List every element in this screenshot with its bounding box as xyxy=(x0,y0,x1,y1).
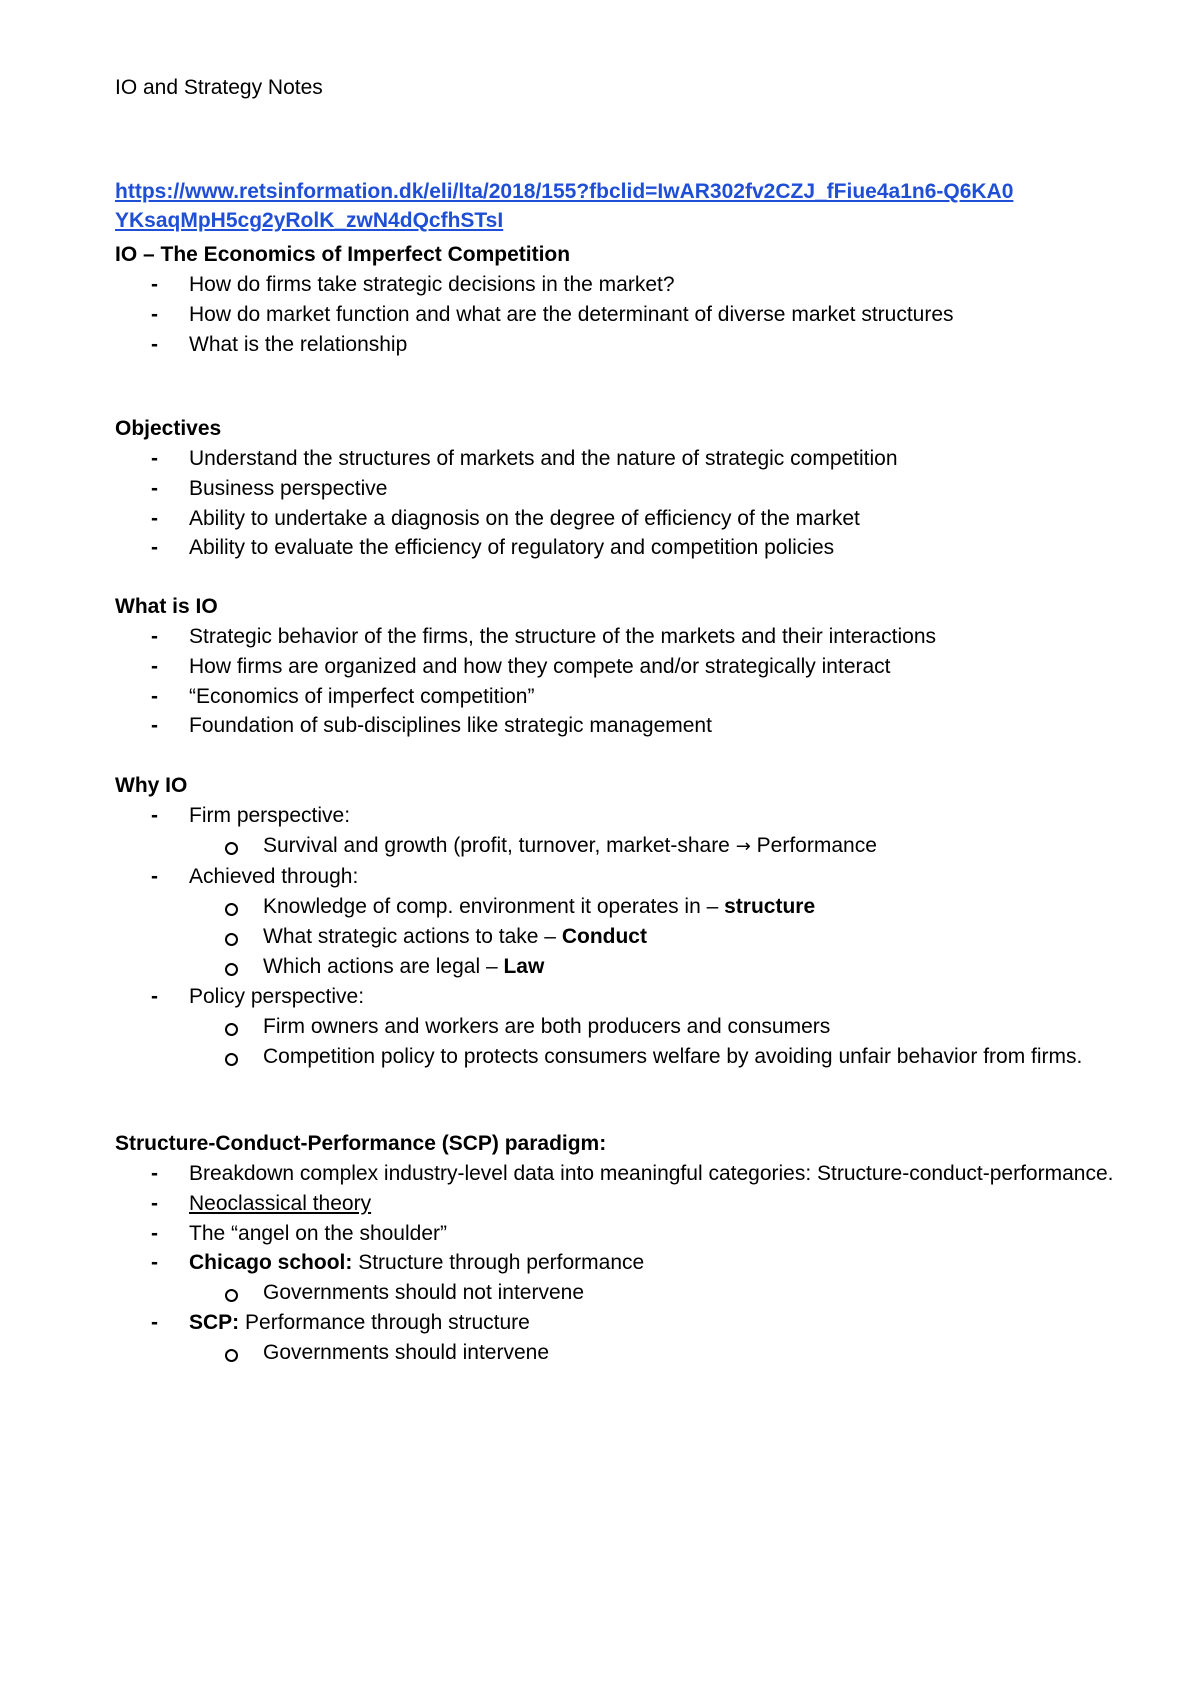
dash-bullet-icon: - xyxy=(151,714,158,738)
list-item: - Strategic behavior of the firms, the structure of the markets and their interactions xyxy=(115,622,1115,652)
section-heading: Why IO xyxy=(115,774,188,797)
list-item: - Ability to evaluate the efficiency of regulatory and competition policies xyxy=(115,533,1115,563)
section-heading: Objectives xyxy=(115,417,222,440)
dash-bullet-icon: - xyxy=(151,804,158,827)
list-item: - Firm perspective: Survival and growth (profit, turnover, market-share → Performance xyxy=(115,801,1115,862)
dash-bullet-icon: - xyxy=(151,506,158,530)
circle-bullet-icon xyxy=(225,842,238,855)
section-heading: Structure-Conduct-Performance (SCP) paradigm: xyxy=(115,1132,607,1155)
dash-bullet-icon: - xyxy=(151,536,158,560)
circle-bullet-icon xyxy=(225,1349,238,1362)
dash-bullet-icon: - xyxy=(151,332,158,356)
list-item: - The “angel on the shoulder” xyxy=(115,1219,1115,1249)
dash-bullet-icon: - xyxy=(151,654,158,678)
circle-bullet-icon xyxy=(225,903,238,916)
dash-bullet-icon: - xyxy=(151,447,158,470)
sub-list-item: Survival and growth (profit, turnover, market-share → Performance xyxy=(189,831,1115,862)
dash-bullet-icon: - xyxy=(151,302,158,326)
dash-bullet-icon: - xyxy=(151,1162,158,1185)
section-why-io xyxy=(115,771,1115,1073)
sub-list-item: What strategic actions to take – Conduct xyxy=(189,922,1115,952)
section-heading: IO – The Economics of Imperfect Competition xyxy=(115,243,571,266)
dash-bullet-icon: - xyxy=(151,625,158,648)
dash-bullet-icon: - xyxy=(151,273,158,296)
dash-bullet-icon: - xyxy=(151,684,158,708)
list-item: - How do firms take strategic decisions in the market? xyxy=(115,270,1115,300)
section-scp-paradigm xyxy=(115,1129,1115,1368)
circle-bullet-icon xyxy=(225,1023,238,1036)
list-item: - What is the relationship xyxy=(115,330,1115,360)
sub-list-item: Competition policy to protects consumers welfare by avoiding unfair behavior from firms. xyxy=(189,1042,1115,1072)
document-title: IO and Strategy Notes xyxy=(115,76,323,99)
dash-bullet-icon: - xyxy=(151,985,158,1009)
section-objectives xyxy=(115,414,1115,563)
retsinformation-link[interactable]: https://www.retsinformation.dk/eli/lta/2018/155?fbclid=IwAR302fv2CZJ_fFiue4a1n6-Q6KA0YKsaqMpH5cg2yRolK_zwN4dQcfhSTsI xyxy=(115,180,1014,232)
section-io-economics xyxy=(115,240,1115,359)
circle-bullet-icon xyxy=(225,963,238,976)
list-item: - Foundation of sub-disciplines like strategic management xyxy=(115,711,1115,741)
list-item: - “Economics of imperfect competition” xyxy=(115,682,1115,712)
list-item: - Policy perspective: Firm owners and workers are both producers and consumers Competition policy to protects consumers welfare by avoiding unfair behavior from firms. xyxy=(115,982,1115,1072)
dash-bullet-icon: - xyxy=(151,476,158,500)
section-what-is-io xyxy=(115,592,1115,741)
section-heading: What is IO xyxy=(115,595,218,618)
sub-list-item: Firm owners and workers are both producers and consumers xyxy=(189,1012,1115,1042)
circle-bullet-icon xyxy=(225,1289,238,1302)
dash-bullet-icon: - xyxy=(151,1251,158,1275)
list-item: - How firms are organized and how they compete and/or strategically interact xyxy=(115,652,1115,682)
sub-list-item: Knowledge of comp. environment it operates in – structure xyxy=(189,892,1115,922)
arrow-right-icon: → xyxy=(735,835,751,857)
list-item: - Chicago school: Structure through performance Governments should not intervene xyxy=(115,1248,1115,1308)
sub-list-item: Governments should intervene xyxy=(189,1338,1115,1368)
circle-bullet-icon xyxy=(225,933,238,946)
list-item: - Breakdown complex industry-level data into meaningful categories: Structure-conduct-performance. xyxy=(115,1159,1115,1189)
sub-list-item: Governments should not intervene xyxy=(189,1278,1115,1308)
list-item: - Business perspective xyxy=(115,474,1115,504)
dash-bullet-icon: - xyxy=(151,1191,158,1215)
dash-bullet-icon: - xyxy=(151,1221,158,1245)
list-item: - Achieved through: Knowledge of comp. environment it operates in – structure What strategic actions to take – Conduct Which actions are legal – Law xyxy=(115,862,1115,982)
dash-bullet-icon: - xyxy=(151,865,158,888)
list-item: - SCP: Performance through structure Governments should intervene xyxy=(115,1308,1115,1368)
dash-bullet-icon: - xyxy=(151,1311,158,1335)
list-item: - How do market function and what are the determinant of diverse market structures xyxy=(115,300,1115,330)
sub-list-item: Which actions are legal – Law xyxy=(189,952,1115,982)
list-item: - Neoclassical theory xyxy=(115,1189,1115,1219)
list-item: - Ability to undertake a diagnosis on the degree of efficiency of the market xyxy=(115,504,1115,534)
circle-bullet-icon xyxy=(225,1053,238,1066)
list-item: - Understand the structures of markets and the nature of strategic competition xyxy=(115,444,1115,474)
